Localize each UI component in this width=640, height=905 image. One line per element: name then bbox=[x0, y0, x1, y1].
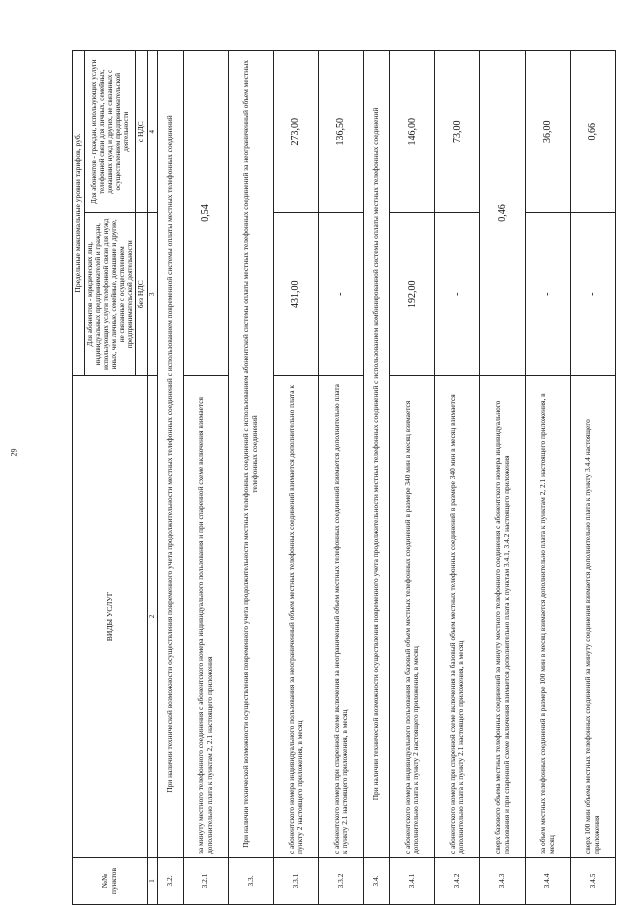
row-number: 3.3. bbox=[228, 858, 273, 905]
table-row bbox=[319, 51, 364, 905]
table-row bbox=[157, 51, 183, 905]
table-row bbox=[228, 51, 273, 905]
index-cell: 1 bbox=[147, 858, 157, 905]
price-legal: 192,00 bbox=[390, 213, 435, 376]
price-citizen: 136,50 bbox=[319, 51, 364, 214]
table-row bbox=[390, 51, 435, 905]
row-number: 3.4.1 bbox=[390, 858, 435, 905]
row-number: 3.4.4 bbox=[525, 858, 570, 905]
price-legal: 0,54 bbox=[183, 51, 228, 376]
row-description: за объем местных телефонных соединений в размере 100 мин в месяц взимается дополнительно плата к пунктам 2, 2.1 настоящего приложения, в месяц bbox=[525, 376, 570, 858]
price-legal: - bbox=[319, 213, 364, 376]
header-legal-entities: Для абонентов - юридических лиц, индивидуальных предпринимателей и граждан, использующих услуги телефонной связи для нужд иных, чем личные, семейные, домашние и другие, не связанные с осуществлением предпринимательской деятельности bbox=[84, 213, 135, 376]
price-citizen: 73,00 bbox=[435, 51, 480, 214]
price-citizen: 0,66 bbox=[570, 51, 615, 214]
tariff-table bbox=[72, 50, 616, 905]
price-legal: 431,00 bbox=[273, 213, 318, 376]
price-citizen: 36,00 bbox=[525, 51, 570, 214]
row-description: с абонентского номера при спаренной схеме включения за неограниченный объем местных телефонных соединений взимается дополнительно плата к пункту 2.1 настоящего приложения, в месяц bbox=[319, 376, 364, 858]
price-legal: - bbox=[525, 213, 570, 376]
header-services: ВИДЫ УСЛУГ bbox=[73, 376, 148, 858]
row-description: При наличии технической возможности осуществления повременного учета продолжительности местных телефонных соединений с использованием повременной системы оплаты местных телефонных соединений bbox=[157, 51, 183, 858]
row-number: 3.3.2 bbox=[319, 858, 364, 905]
row-number: 3.4.5 bbox=[570, 858, 615, 905]
header-number: №№ пунктов bbox=[73, 858, 148, 905]
index-cell: 3 bbox=[147, 213, 157, 376]
table-body bbox=[157, 51, 615, 905]
row-description: При наличии технической возможности осуществления повременного учета продолжительности местных телефонных соединений с использованием абонентской системы оплаты местных телефонных соединений за неограниченный объем местных телефонных соединений bbox=[228, 51, 273, 858]
index-cell: 2 bbox=[147, 376, 157, 858]
header-no-vat: без НДС bbox=[136, 213, 148, 376]
table-row bbox=[435, 51, 480, 905]
table-row bbox=[525, 51, 570, 905]
row-description: сверх базового объема местных телефонных соединений за минуту местного телефонного соединения с абонентского номера индивидуального пользования и при спаренной схеме включения взимается дополнительно плата к пунктам 3.4.1, 3.4.2 настоящего приложения bbox=[480, 376, 525, 858]
table-row bbox=[364, 51, 390, 905]
row-number: 3.4.2 bbox=[435, 858, 480, 905]
price-citizen: 146,00 bbox=[390, 51, 435, 214]
price-legal: - bbox=[570, 213, 615, 376]
price-citizen: 273,00 bbox=[273, 51, 318, 214]
row-description: с абонентского номера индивидуального пользования за базовый объем местных телефонных соединений в размере 340 мин в месяц взимается дополнительно плата к пункту 2 настоящего приложения, в месяц bbox=[390, 376, 435, 858]
table-row bbox=[273, 51, 318, 905]
row-description: При наличии технической возможности осуществления повременного учета продолжительности местных телефонных соединений с использованием комбинированной системы оплаты местных телефонных соединений bbox=[364, 51, 390, 858]
table-row bbox=[183, 51, 228, 905]
header-citizens: Для абонентов - граждан, использующих услуги телефонной связи для личных, семейных, домашних нужд и других, не связанных с осуществлением предпринимательской деятельности bbox=[84, 51, 135, 214]
row-description: сверх 100 мин объема местных телефонных соединений за минуту соединения взимается дополнительно плата к пункту 3.4.4 настоящего приложения bbox=[570, 376, 615, 858]
price-legal: - bbox=[435, 213, 480, 376]
row-description: с абонентского номера при спаренной схеме включения за базовый объем местных телефонных соединений в размере 340 мин в месяц взимается дополнительно плата к пункту 2.1 настоящего приложения, в месяц bbox=[435, 376, 480, 858]
row-number: 3.2.1 bbox=[183, 858, 228, 905]
row-number: 3.3.1 bbox=[273, 858, 318, 905]
price-legal: 0,46 bbox=[480, 51, 525, 376]
header-with-vat: с НДС bbox=[136, 51, 148, 214]
index-cell: 4 bbox=[147, 51, 157, 214]
row-description: с абонентского номера индивидуального пользования за неограниченный объем местных телефонных соединений взимается дополнительно плата к пункту 2 настоящего приложения, в месяц bbox=[273, 376, 318, 858]
row-number: 3.4. bbox=[364, 858, 390, 905]
tariff-table-container bbox=[72, 50, 616, 905]
row-number: 3.2. bbox=[157, 858, 183, 905]
row-description: за минуту местного телефонного соединения с абонентского номера индивидуального пользования и при спаренной схеме включения взимается дополнительно плата к пунктам 2, 2.1 настоящего приложения bbox=[183, 376, 228, 858]
header-prices-group: Предельные максимальные уровни тарифов, руб. bbox=[73, 51, 85, 376]
table-row bbox=[480, 51, 525, 905]
row-number: 3.4.3 bbox=[480, 858, 525, 905]
page-number: 29 bbox=[9, 448, 19, 457]
table-row bbox=[570, 51, 615, 905]
